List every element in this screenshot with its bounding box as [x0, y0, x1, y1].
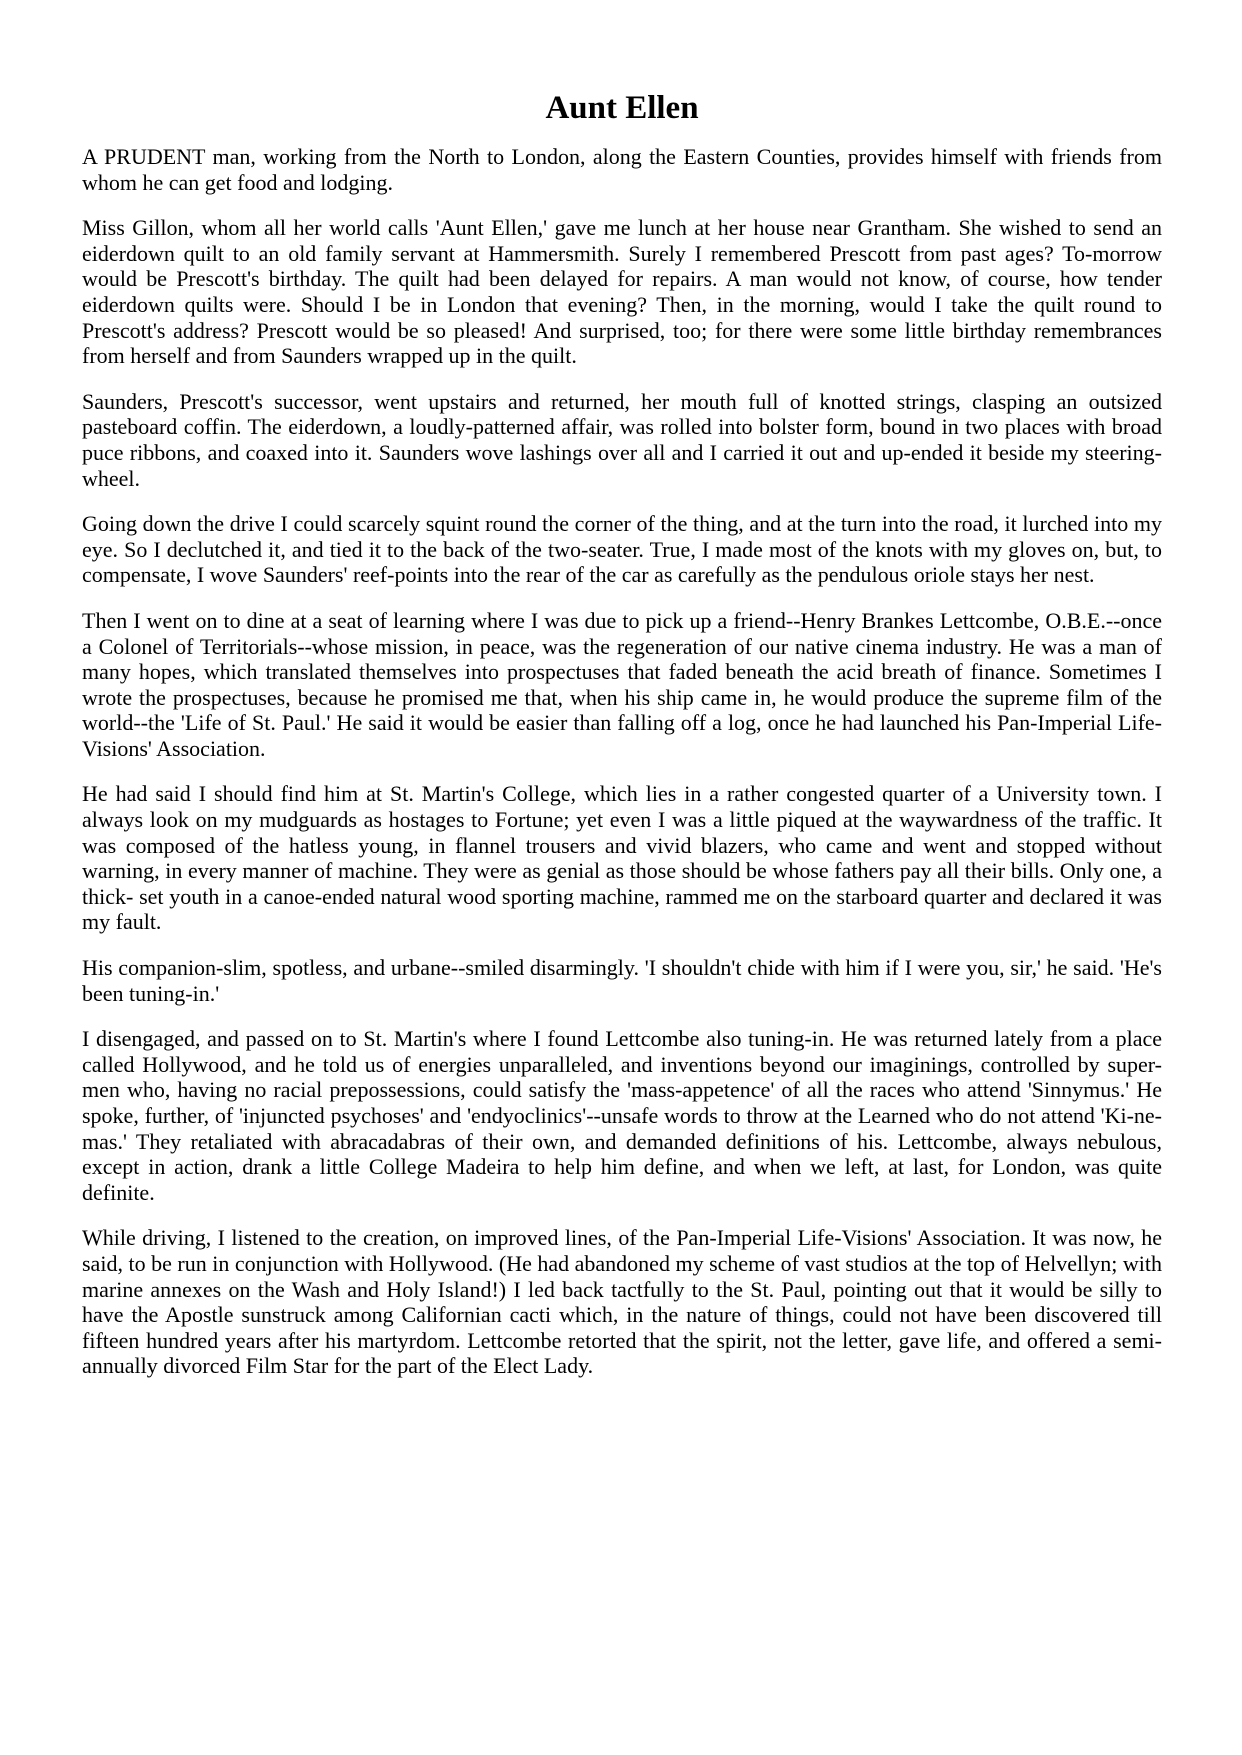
paragraph-2: Miss Gillon, whom all her world calls 'Aunt Ellen,' gave me lunch at her house near Grantham. She wished to send an eiderdown quilt to an old family servant at Hammersmith. Surely I remembered Prescott from past ages? To-morrow would be Prescott's birthday. The quilt had been delayed for repairs. A man would not know, of course, how tender eiderdown quilts were. Should I be in London that evening? Then, in the morning, would I take the quilt round to Prescott's address? Prescott would be so pleased! And surprised, too; for there were some little birthday remembrances from herself and from Saunders wrapped up in the quilt. — [82, 215, 1162, 369]
paragraph-3: Saunders, Prescott's successor, went upstairs and returned, her mouth full of knotted strings, clasping an outsized pasteboard coffin. The eiderdown, a loudly-patterned affair, was rolled into bolster form, bound in two places with broad puce ribbons, and coaxed into it. Saunders wove lashings over all and I carried it out and up-ended it beside my steering-wheel. — [82, 388, 1162, 491]
document-title: Aunt Ellen — [545, 90, 699, 126]
document-page — [82, 88, 1162, 1399]
paragraph-8: I disengaged, and passed on to St. Martin's where I found Lettcombe also tuning-in. He was returned lately from a place called Hollywood, and he told us of energies unparalleled, and inventions beyond our imaginings, controlled by super-men who, having no racial prepossessions, could satisfy the 'mass-appetence' of all the races who attend 'Sinnymus.' He spoke, further, of 'injuncted psychoses' and 'endyoclinics'--unsafe words to throw at the Learned who do not attend 'Ki-ne-mas.' They retaliated with abracadabras of their own, and demanded definitions of his. Lettcombe, always nebulous, except in action, drank a little College Madeira to help him define, and when we left, at last, for London, was quite definite. — [82, 1026, 1162, 1205]
paragraph-5: Then I went on to dine at a seat of learning where I was due to pick up a friend--Henry Brankes Lettcombe, O.B.E.--once a Colonel of Territorials--whose mission, in peace, was the regeneration of our native cinema industry. He was a man of many hopes, which translated themselves into prospectuses that faded beneath the acid breath of finance. Sometimes I wrote the prospectuses, because he promised me that, when his ship came in, he would produce the supreme film of the world--the 'Life of St. Paul.' He said it would be easier than falling off a log, once he had launched his Pan-Imperial Life-Visions' Association. — [82, 607, 1162, 761]
paragraph-1: A PRUDENT man, working from the North to London, along the Eastern Counties, provides himself with friends from whom he can get food and lodging. — [82, 144, 1162, 195]
paragraph-4: Going down the drive I could scarcely squint round the corner of the thing, and at the turn into the road, it lurched into my eye. So I declutched it, and tied it to the back of the two-seater. True, I made most of the knots with my gloves on, but, to compensate, I wove Saunders' reef-points into the rear of the car as carefully as the pendulous oriole stays her nest. — [82, 511, 1162, 588]
paragraph-7: His companion-slim, spotless, and urbane--smiled disarmingly. 'I shouldn't chide with him if I were you, sir,' he said. 'He's been tuning-in.' — [82, 955, 1162, 1006]
paragraph-9: While driving, I listened to the creation, on improved lines, of the Pan-Imperial Life-Visions' Association. It was now, he said, to be run in conjunction with Hollywood. (He had abandoned my scheme of vast studios at the top of Helvellyn; with marine annexes on the Wash and Holy Island!) I led back tactfully to the St. Paul, pointing out that it would be silly to have the Apostle sunstruck among Californian cacti which, in the nature of things, could not have been discovered till fifteen hundred years after his martyrdom. Lettcombe retorted that the spirit, not the letter, gave life, and offered a semi- annually divorced Film Star for the part of the Elect Lady. — [82, 1225, 1162, 1379]
paragraph-6: He had said I should find him at St. Martin's College, which lies in a rather congested quarter of a University town. I always look on my mudguards as hostages to Fortune; yet even I was a little piqued at the waywardness of the traffic. It was composed of the hatless young, in flannel trousers and vivid blazers, who came and went and stopped without warning, in every manner of machine. They were as genial as those should be whose fathers pay all their bills. Only one, a thick- set youth in a canoe-ended natural wood sporting machine, rammed me on the starboard quarter and declared it was my fault. — [82, 781, 1162, 935]
